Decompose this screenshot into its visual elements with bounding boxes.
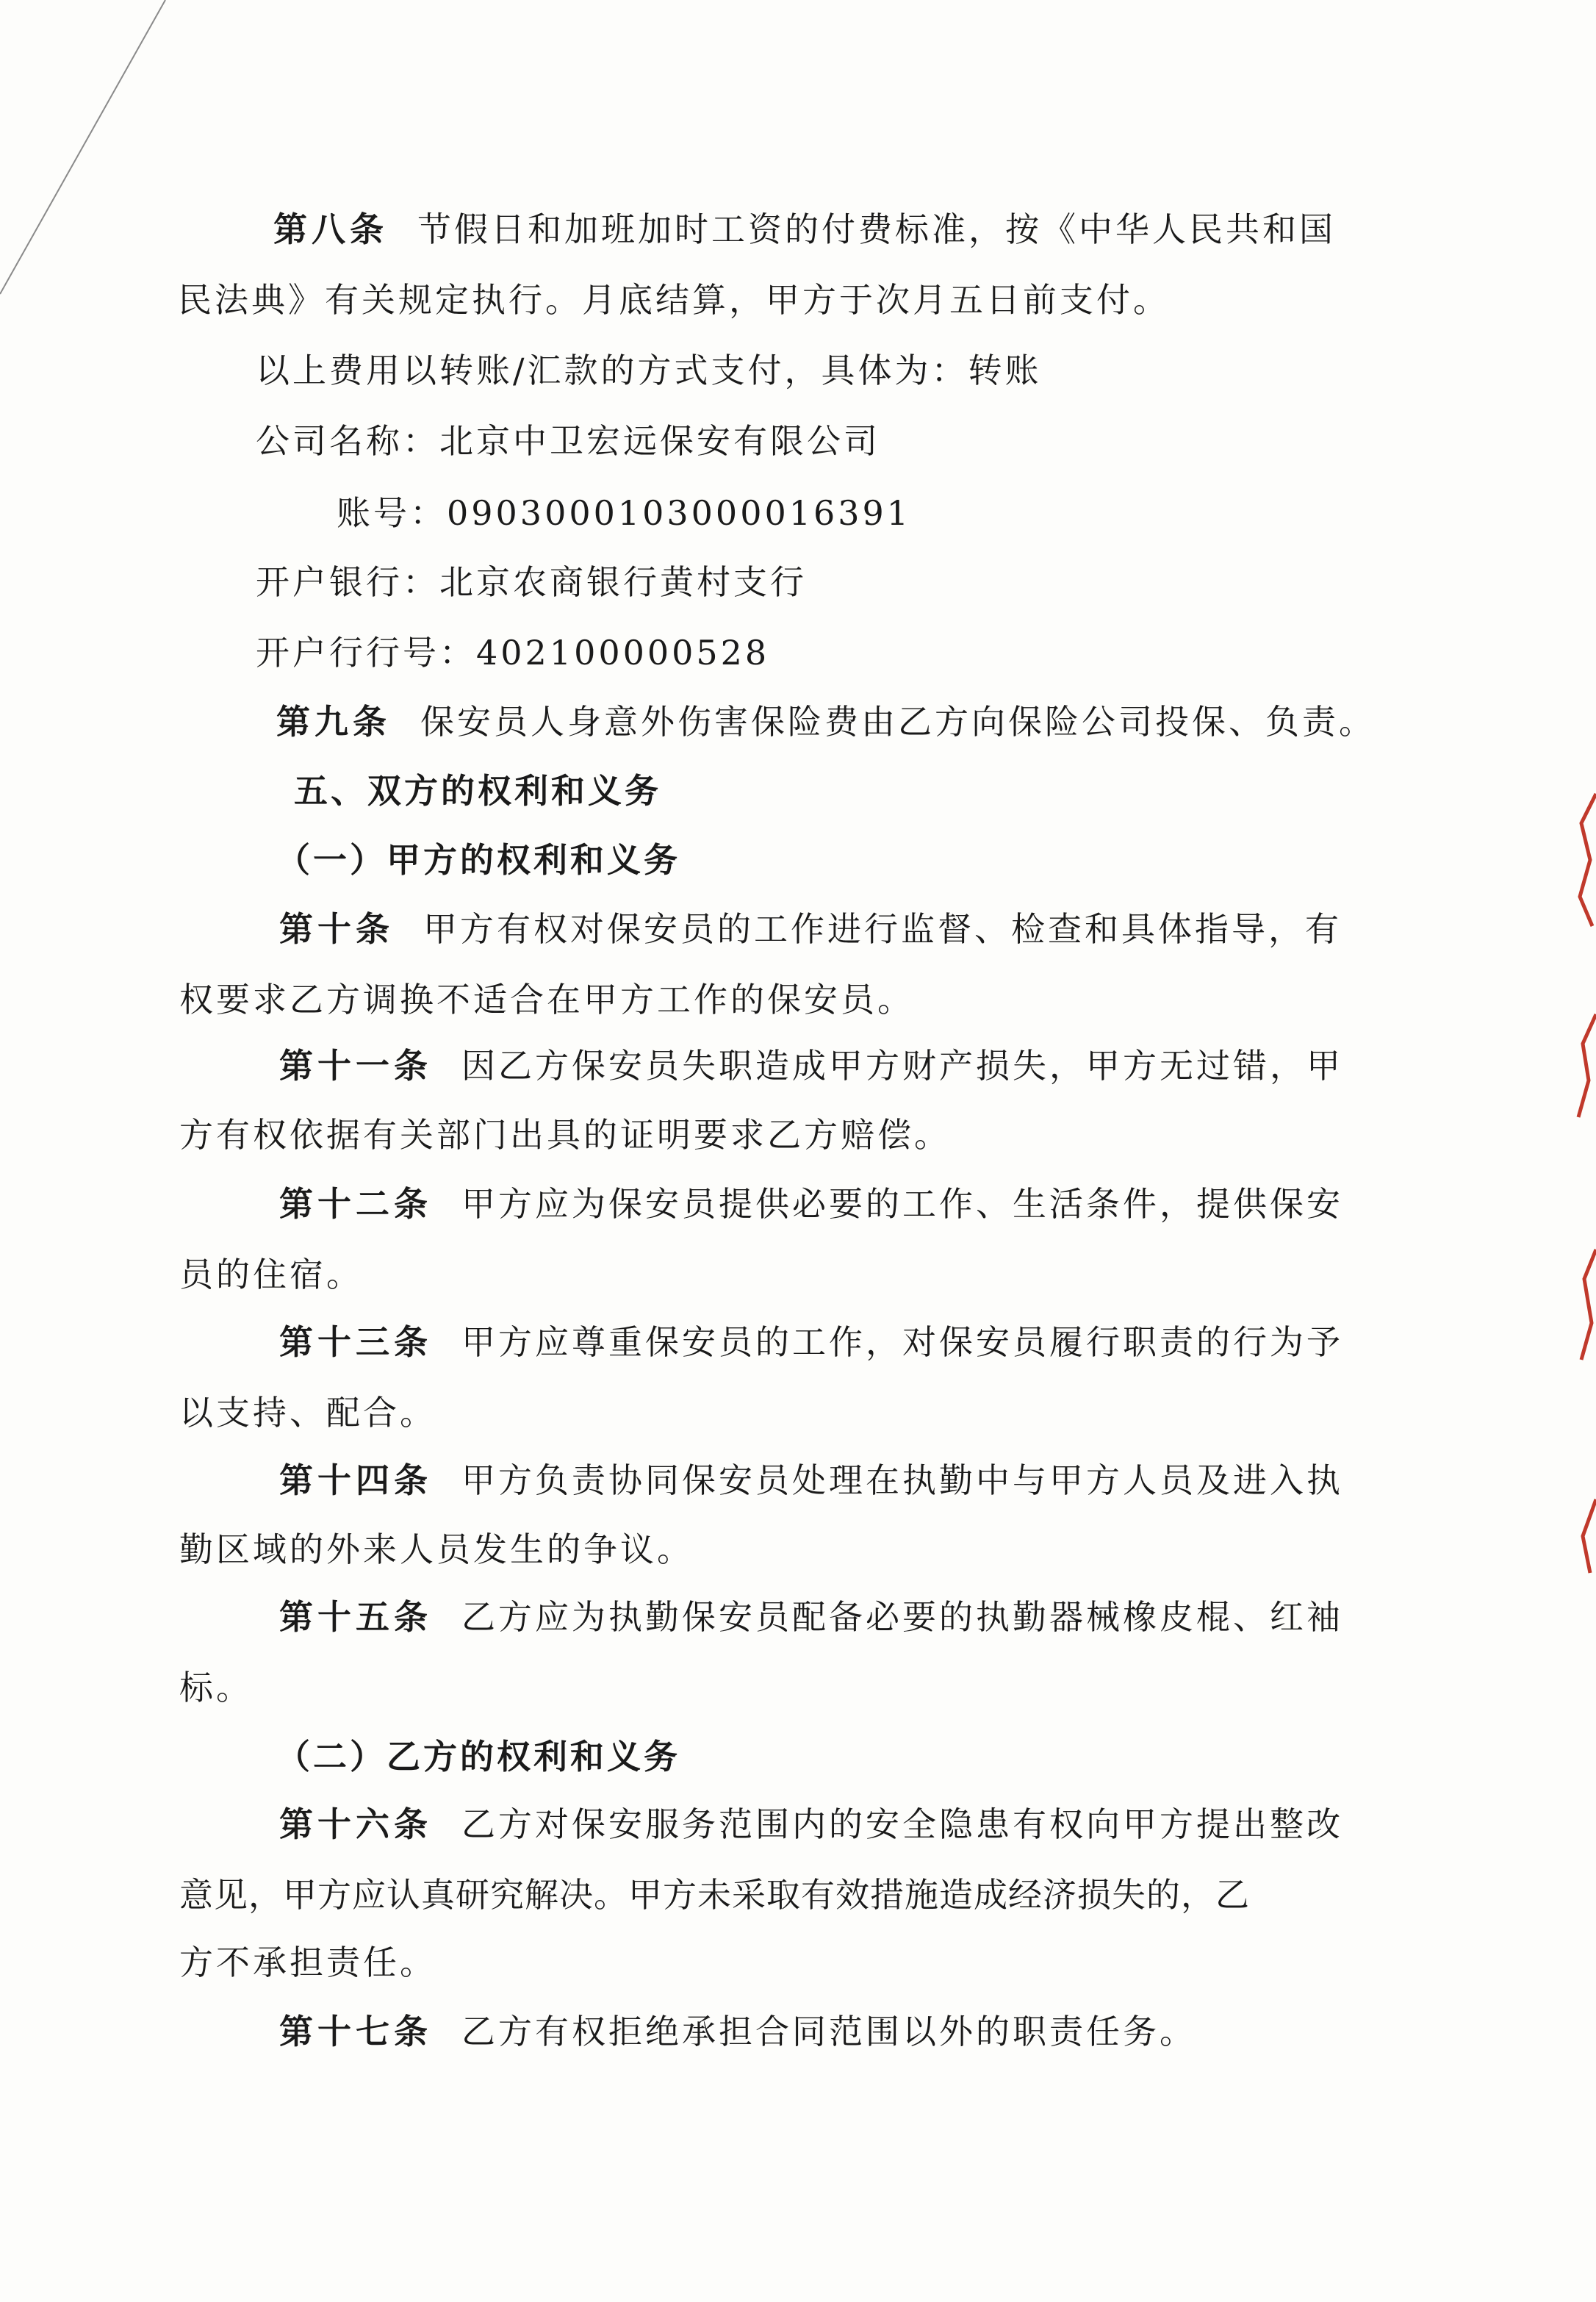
article-10-line-2: 权要求乙方调换不适合在甲方工作的保安员。 (179, 980, 914, 1019)
article-16-text-1: 乙方对保安服务范围内的安全隐患有权向甲方提出整改 (461, 1804, 1343, 1844)
article-8-label: 第八条 (273, 209, 388, 249)
article-8-text-1: 节假日和加班加时工资的付费标准，按《中华人民共和国 (417, 209, 1336, 249)
payment-method: 以上费用以转账/汇款的方式支付，具体为：转账 (256, 351, 1042, 390)
article-14-text-1: 甲方负责协同保安员处理在执勤中与甲方人员及进入执 (461, 1460, 1343, 1500)
article-11-label: 第十一条 (279, 1046, 432, 1086)
company-name: 公司名称：北京中卫宏远保安有限公司 (256, 421, 880, 461)
article-16-line-1 (279, 1802, 1343, 1846)
article-12-text-1: 甲方应为保安员提供必要的工作、生活条件，提供保安 (461, 1184, 1343, 1224)
article-17-line (279, 2009, 1196, 2054)
article-17-text: 乙方有权拒绝承担合同范围以外的职责任务。 (461, 2012, 1196, 2051)
article-13-line-2: 以支持、配合。 (179, 1393, 436, 1433)
article-16-line-2: 意见，甲方应认真研究解决。甲方未采取有效措施造成经济损失的，乙 (179, 1875, 1250, 1915)
article-15-line-1 (279, 1595, 1343, 1639)
seal-stamp-edge (1574, 779, 1596, 1661)
article-12-label: 第十二条 (279, 1184, 432, 1224)
article-11-line-1 (279, 1044, 1343, 1088)
bank-name: 开户银行：北京农商银行黄村支行 (256, 562, 807, 602)
article-12-line-1 (279, 1182, 1343, 1226)
fold-line-artifact (0, 0, 176, 309)
article-14-line-1 (279, 1458, 1343, 1502)
article-16-line-3: 方不承担责任。 (179, 1943, 436, 1982)
bank-code: 开户行行号：402100000528 (256, 633, 770, 673)
account-number: 账号：0903000103000016391 (337, 493, 912, 533)
article-11-line-2: 方有权依据有关部门出具的证明要求乙方赔偿。 (179, 1115, 951, 1155)
article-9-line (276, 700, 1376, 744)
article-14-label: 第十四条 (279, 1460, 432, 1500)
article-17-label: 第十七条 (279, 2012, 432, 2051)
article-8-line-1 (273, 207, 1336, 251)
article-9-text: 保安员人身意外伤害保险费由乙方向保险公司投保、负责。 (420, 702, 1376, 742)
article-15-text-1: 乙方应为执勤保安员配备必要的执勤器械橡皮棍、红袖 (461, 1597, 1343, 1637)
article-13-line-1 (279, 1320, 1343, 1364)
article-16-label: 第十六条 (279, 1804, 432, 1844)
article-12-line-2: 员的住宿。 (179, 1255, 363, 1294)
article-11-text-1: 因乙方保安员失职造成甲方财产损失，甲方无过错，甲 (461, 1046, 1343, 1086)
section-5-sub-1: （一）甲方的权利和义务 (276, 840, 680, 880)
article-15-label: 第十五条 (279, 1597, 432, 1637)
article-10-label: 第十条 (279, 909, 394, 949)
article-14-line-2: 勤区域的外来人员发生的争议。 (179, 1530, 694, 1569)
article-13-label: 第十三条 (279, 1322, 432, 1362)
article-10-line-1 (279, 907, 1342, 951)
article-15-line-2: 标。 (179, 1668, 253, 1707)
section-5-sub-2: （二）乙方的权利和义务 (276, 1737, 680, 1776)
article-13-text-1: 甲方应尊重保安员的工作，对保安员履行职责的行为予 (461, 1322, 1343, 1362)
article-9-label: 第九条 (276, 702, 391, 742)
article-8-line-2: 民法典》有关规定执行。月底结算，甲方于次月五日前支付。 (178, 280, 1170, 320)
section-5-title: 五、双方的权利和义务 (294, 771, 661, 811)
article-10-text-1: 甲方有权对保安员的工作进行监督、检查和具体指导，有 (423, 909, 1342, 949)
